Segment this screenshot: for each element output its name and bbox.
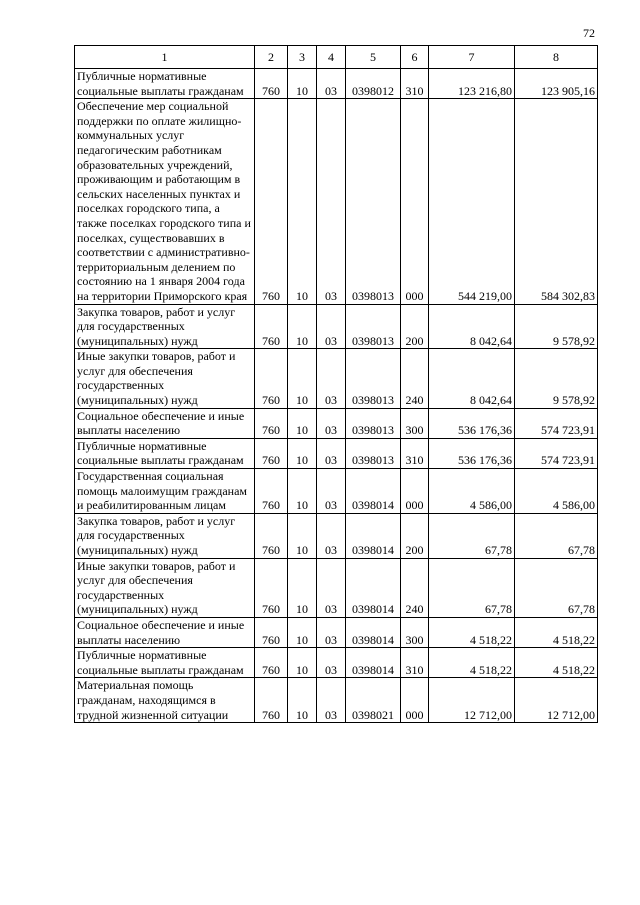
cell-amount-7: 12 712,00 bbox=[429, 678, 515, 723]
cell-section: 10 bbox=[288, 558, 317, 617]
cell-subsection: 03 bbox=[317, 648, 346, 678]
column-header: 3 bbox=[288, 46, 317, 69]
cell-admin: 760 bbox=[255, 99, 288, 304]
cell-target: 0398014 bbox=[346, 617, 401, 647]
cell-section: 10 bbox=[288, 678, 317, 723]
cell-section: 10 bbox=[288, 69, 317, 99]
cell-amount-8: 574 723,91 bbox=[515, 408, 598, 438]
cell-section: 10 bbox=[288, 513, 317, 558]
cell-subsection: 03 bbox=[317, 304, 346, 349]
cell-amount-7: 536 176,36 bbox=[429, 408, 515, 438]
cell-amount-8: 9 578,92 bbox=[515, 349, 598, 408]
row-name: Иные закупки товаров, работ и услуг для обеспечения государственных (муниципальных) нужд bbox=[75, 558, 255, 617]
cell-subsection: 03 bbox=[317, 349, 346, 408]
column-header: 2 bbox=[255, 46, 288, 69]
row-name: Публичные нормативные социальные выплаты гражданам bbox=[75, 69, 255, 99]
column-header: 1 bbox=[75, 46, 255, 69]
cell-amount-7: 123 216,80 bbox=[429, 69, 515, 99]
cell-admin: 760 bbox=[255, 678, 288, 723]
cell-target: 0398013 bbox=[346, 349, 401, 408]
cell-target: 0398021 bbox=[346, 678, 401, 723]
cell-subsection: 03 bbox=[317, 513, 346, 558]
cell-admin: 760 bbox=[255, 617, 288, 647]
cell-expense-type: 000 bbox=[401, 678, 429, 723]
cell-subsection: 03 bbox=[317, 438, 346, 468]
cell-amount-7: 8 042,64 bbox=[429, 349, 515, 408]
cell-expense-type: 240 bbox=[401, 558, 429, 617]
table-row bbox=[75, 349, 598, 408]
cell-target: 0398012 bbox=[346, 69, 401, 99]
cell-target: 0398014 bbox=[346, 558, 401, 617]
cell-admin: 760 bbox=[255, 513, 288, 558]
row-name: Иные закупки товаров, работ и услуг для обеспечения государственных (муниципальных) нужд bbox=[75, 349, 255, 408]
cell-target: 0398014 bbox=[346, 469, 401, 514]
table-row bbox=[75, 648, 598, 678]
row-name: Государственная социальная помощь малоимущим гражданам и реабилитированным лицам bbox=[75, 469, 255, 514]
cell-amount-7: 4 518,22 bbox=[429, 648, 515, 678]
table-row bbox=[75, 408, 598, 438]
table-row bbox=[75, 513, 598, 558]
cell-amount-7: 4 586,00 bbox=[429, 469, 515, 514]
table-row bbox=[75, 617, 598, 647]
column-header: 4 bbox=[317, 46, 346, 69]
table-row bbox=[75, 69, 598, 99]
cell-section: 10 bbox=[288, 469, 317, 514]
cell-section: 10 bbox=[288, 438, 317, 468]
cell-amount-8: 123 905,16 bbox=[515, 69, 598, 99]
cell-admin: 760 bbox=[255, 304, 288, 349]
cell-admin: 760 bbox=[255, 408, 288, 438]
row-name: Закупка товаров, работ и услуг для государственных (муниципальных) нужд bbox=[75, 513, 255, 558]
row-name: Публичные нормативные социальные выплаты гражданам bbox=[75, 438, 255, 468]
cell-expense-type: 310 bbox=[401, 69, 429, 99]
cell-amount-7: 4 518,22 bbox=[429, 617, 515, 647]
cell-amount-7: 67,78 bbox=[429, 513, 515, 558]
cell-admin: 760 bbox=[255, 558, 288, 617]
header-row bbox=[75, 46, 598, 69]
cell-section: 10 bbox=[288, 349, 317, 408]
cell-admin: 760 bbox=[255, 469, 288, 514]
row-name: Социальное обеспечение и иные выплаты населению bbox=[75, 408, 255, 438]
table-row bbox=[75, 438, 598, 468]
row-name: Социальное обеспечение и иные выплаты населению bbox=[75, 617, 255, 647]
page-number: 72 bbox=[583, 26, 595, 40]
cell-amount-8: 4 518,22 bbox=[515, 648, 598, 678]
table-row bbox=[75, 678, 598, 723]
cell-expense-type: 310 bbox=[401, 648, 429, 678]
cell-expense-type: 200 bbox=[401, 304, 429, 349]
cell-expense-type: 000 bbox=[401, 99, 429, 304]
cell-subsection: 03 bbox=[317, 99, 346, 304]
cell-admin: 760 bbox=[255, 349, 288, 408]
column-header: 5 bbox=[346, 46, 401, 69]
cell-subsection: 03 bbox=[317, 408, 346, 438]
cell-amount-8: 67,78 bbox=[515, 558, 598, 617]
cell-amount-7: 8 042,64 bbox=[429, 304, 515, 349]
column-header: 7 bbox=[429, 46, 515, 69]
row-name: Материальная помощь гражданам, находящимся в трудной жизненной ситуации bbox=[75, 678, 255, 723]
cell-target: 0398013 bbox=[346, 438, 401, 468]
cell-section: 10 bbox=[288, 99, 317, 304]
cell-target: 0398013 bbox=[346, 408, 401, 438]
cell-expense-type: 200 bbox=[401, 513, 429, 558]
column-header: 6 bbox=[401, 46, 429, 69]
cell-admin: 760 bbox=[255, 648, 288, 678]
cell-section: 10 bbox=[288, 408, 317, 438]
cell-amount-8: 584 302,83 bbox=[515, 99, 598, 304]
cell-section: 10 bbox=[288, 617, 317, 647]
cell-section: 10 bbox=[288, 304, 317, 349]
row-name: Закупка товаров, работ и услуг для государственных (муниципальных) нужд bbox=[75, 304, 255, 349]
cell-admin: 760 bbox=[255, 438, 288, 468]
cell-amount-8: 4 518,22 bbox=[515, 617, 598, 647]
cell-amount-8: 67,78 bbox=[515, 513, 598, 558]
cell-subsection: 03 bbox=[317, 469, 346, 514]
cell-subsection: 03 bbox=[317, 617, 346, 647]
cell-expense-type: 240 bbox=[401, 349, 429, 408]
cell-subsection: 03 bbox=[317, 69, 346, 99]
table-row bbox=[75, 469, 598, 514]
table-row bbox=[75, 304, 598, 349]
table-row bbox=[75, 558, 598, 617]
row-name: Публичные нормативные социальные выплаты гражданам bbox=[75, 648, 255, 678]
cell-subsection: 03 bbox=[317, 678, 346, 723]
table-row bbox=[75, 99, 598, 304]
cell-expense-type: 000 bbox=[401, 469, 429, 514]
cell-target: 0398013 bbox=[346, 304, 401, 349]
cell-expense-type: 300 bbox=[401, 617, 429, 647]
cell-amount-7: 67,78 bbox=[429, 558, 515, 617]
cell-amount-8: 9 578,92 bbox=[515, 304, 598, 349]
row-name: Обеспечение мер социальной поддержки по оплате жилищно-коммунальных услуг педагогическим работникам образовательных учреждений, проживающим и работающим в сельских населенных пунктах и поселках городского типа, а также поселках городского типа и поселках, существовавших в соответствии с административно-территориальным делением по состоянию на 1 января 2004 года на территории Приморского края bbox=[75, 99, 255, 304]
cell-amount-8: 12 712,00 bbox=[515, 678, 598, 723]
cell-target: 0398014 bbox=[346, 513, 401, 558]
cell-target: 0398014 bbox=[346, 648, 401, 678]
cell-amount-7: 544 219,00 bbox=[429, 99, 515, 304]
cell-expense-type: 300 bbox=[401, 408, 429, 438]
cell-admin: 760 bbox=[255, 69, 288, 99]
cell-subsection: 03 bbox=[317, 558, 346, 617]
cell-section: 10 bbox=[288, 648, 317, 678]
cell-expense-type: 310 bbox=[401, 438, 429, 468]
cell-amount-8: 574 723,91 bbox=[515, 438, 598, 468]
cell-amount-8: 4 586,00 bbox=[515, 469, 598, 514]
budget-table bbox=[74, 45, 598, 723]
column-header: 8 bbox=[515, 46, 598, 69]
cell-amount-7: 536 176,36 bbox=[429, 438, 515, 468]
cell-target: 0398013 bbox=[346, 99, 401, 304]
